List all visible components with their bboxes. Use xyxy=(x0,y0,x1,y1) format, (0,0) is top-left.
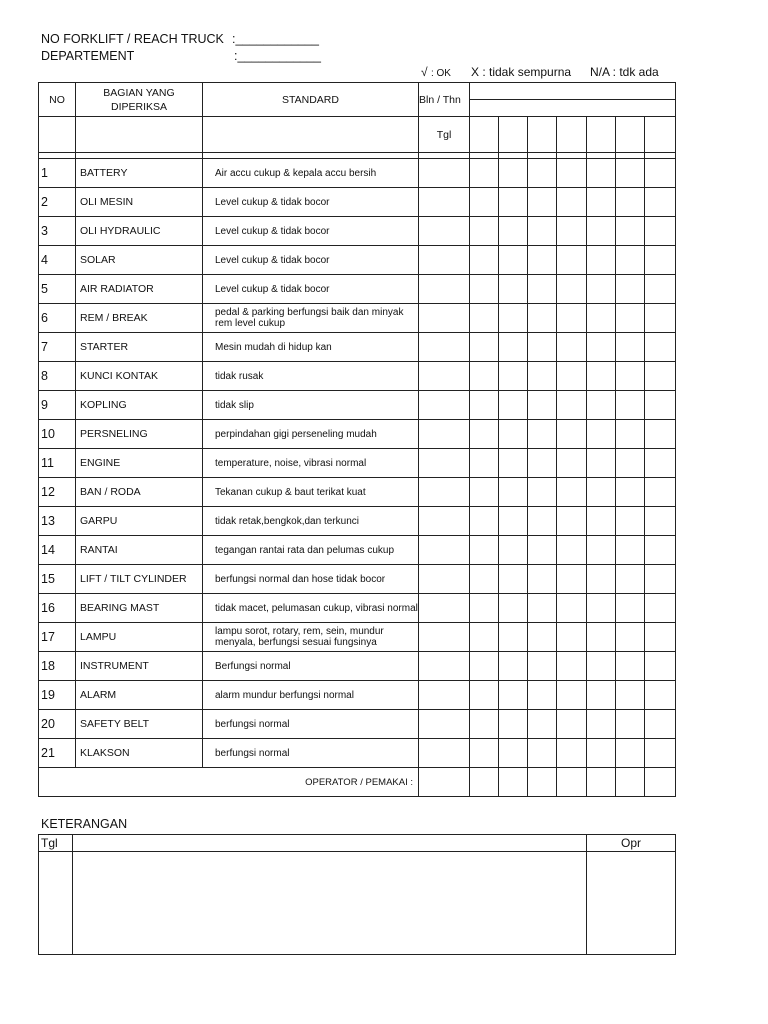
header-part xyxy=(76,83,203,117)
check-cell[interactable] xyxy=(470,681,499,710)
date-cell[interactable] xyxy=(499,117,528,153)
check-cell[interactable] xyxy=(419,652,470,681)
check-cell[interactable] xyxy=(419,333,470,362)
row-part: RANTAI xyxy=(76,536,203,565)
check-cell[interactable] xyxy=(557,681,587,710)
row-number: 18 xyxy=(39,652,76,681)
check-cell[interactable] xyxy=(645,188,676,217)
checklist-row xyxy=(39,536,676,565)
check-cell[interactable] xyxy=(557,159,587,188)
check-cell[interactable] xyxy=(557,420,587,449)
row-number: 1 xyxy=(39,159,76,188)
check-cell[interactable] xyxy=(499,449,528,478)
operator-signature-cell[interactable] xyxy=(499,768,528,797)
check-cell[interactable] xyxy=(499,159,528,188)
check-cell[interactable] xyxy=(587,478,616,507)
row-standard: alarm mundur berfungsi normal xyxy=(203,681,419,710)
check-cell[interactable] xyxy=(528,275,557,304)
check-cell[interactable] xyxy=(419,623,470,652)
row-number: 10 xyxy=(39,420,76,449)
check-cell[interactable] xyxy=(528,362,557,391)
check-cell[interactable] xyxy=(616,681,645,710)
check-cell[interactable] xyxy=(557,217,587,246)
header-part-cont xyxy=(76,117,203,153)
check-cell[interactable] xyxy=(557,188,587,217)
check-cell[interactable] xyxy=(470,246,499,275)
check-cell[interactable] xyxy=(419,449,470,478)
operator-signature-cell[interactable] xyxy=(557,768,587,797)
checklist-row xyxy=(39,710,676,739)
row-number: 13 xyxy=(39,507,76,536)
check-cell[interactable] xyxy=(557,623,587,652)
check-cell[interactable] xyxy=(419,739,470,768)
row-part: BATTERY xyxy=(76,159,203,188)
check-cell[interactable] xyxy=(528,710,557,739)
check-cell[interactable] xyxy=(645,594,676,623)
checklist-row xyxy=(39,217,676,246)
operator-signature-cell[interactable] xyxy=(419,768,470,797)
row-part: BEARING MAST xyxy=(76,594,203,623)
notes-header-operator: Opr xyxy=(587,835,676,852)
date-cell[interactable] xyxy=(557,117,587,153)
check-cell[interactable] xyxy=(616,362,645,391)
check-cell[interactable] xyxy=(470,449,499,478)
check-cell[interactable] xyxy=(528,449,557,478)
row-number: 8 xyxy=(39,362,76,391)
header-no: NO xyxy=(39,83,76,117)
check-cell[interactable] xyxy=(470,739,499,768)
checklist-row xyxy=(39,594,676,623)
operator-label: OPERATOR / PEMAKAI : xyxy=(39,768,419,797)
check-cell[interactable] xyxy=(470,594,499,623)
check-cell[interactable] xyxy=(470,391,499,420)
row-part: ENGINE xyxy=(76,449,203,478)
check-cell[interactable] xyxy=(528,536,557,565)
row-part: SOLAR xyxy=(76,246,203,275)
check-cell[interactable] xyxy=(470,159,499,188)
check-cell[interactable] xyxy=(645,391,676,420)
row-part: LAMPU xyxy=(76,623,203,652)
check-cell[interactable] xyxy=(499,304,528,333)
row-number: 21 xyxy=(39,739,76,768)
checklist-row xyxy=(39,449,676,478)
check-cell[interactable] xyxy=(587,391,616,420)
check-cell[interactable] xyxy=(616,652,645,681)
row-part: STARTER xyxy=(76,333,203,362)
check-cell[interactable] xyxy=(419,507,470,536)
checklist-row xyxy=(39,275,676,304)
row-standard: perpindahan gigi perseneling mudah xyxy=(203,420,419,449)
row-standard: tidak slip xyxy=(203,391,419,420)
check-cell[interactable] xyxy=(645,710,676,739)
checklist-row xyxy=(39,681,676,710)
check-cell[interactable] xyxy=(528,623,557,652)
check-cell[interactable] xyxy=(557,739,587,768)
row-number: 12 xyxy=(39,478,76,507)
check-cell[interactable] xyxy=(499,478,528,507)
check-cell[interactable] xyxy=(557,710,587,739)
row-standard: Air accu cukup & kepala accu bersih xyxy=(203,159,419,188)
legend-x: X : tidak sempurna xyxy=(471,65,572,79)
check-cell[interactable] xyxy=(499,246,528,275)
check-cell[interactable] xyxy=(616,333,645,362)
check-cell[interactable] xyxy=(528,652,557,681)
notes-operator-field[interactable] xyxy=(587,852,676,955)
date-cell[interactable] xyxy=(470,117,499,153)
checklist-row xyxy=(39,391,676,420)
check-cell[interactable] xyxy=(470,507,499,536)
checklist-row xyxy=(39,420,676,449)
check-cell[interactable] xyxy=(528,507,557,536)
check-cell[interactable] xyxy=(616,420,645,449)
checklist-table xyxy=(38,82,676,797)
row-part: OLI HYDRAULIC xyxy=(76,217,203,246)
checklist-row xyxy=(39,623,676,652)
header-month-year: Bln / Thn xyxy=(419,83,470,117)
check-cell[interactable] xyxy=(499,623,528,652)
notes-title: KETERANGAN xyxy=(41,817,128,831)
check-cell[interactable] xyxy=(616,565,645,594)
row-standard: Level cukup & tidak bocor xyxy=(203,246,419,275)
row-number: 17 xyxy=(39,623,76,652)
check-cell[interactable] xyxy=(587,362,616,391)
check-cell[interactable] xyxy=(645,478,676,507)
date-cell[interactable] xyxy=(587,117,616,153)
row-standard: berfungsi normal dan hose tidak bocor xyxy=(203,565,419,594)
row-part: KUNCI KONTAK xyxy=(76,362,203,391)
row-standard: temperature, noise, vibrasi normal xyxy=(203,449,419,478)
row-number: 16 xyxy=(39,594,76,623)
check-cell[interactable] xyxy=(645,536,676,565)
check-cell[interactable] xyxy=(499,391,528,420)
row-standard: berfungsi normal xyxy=(203,710,419,739)
check-cell[interactable] xyxy=(499,333,528,362)
row-part: LIFT / TILT CYLINDER xyxy=(76,565,203,594)
check-cell[interactable] xyxy=(645,449,676,478)
check-cell[interactable] xyxy=(587,681,616,710)
check-cell[interactable] xyxy=(499,507,528,536)
check-cell[interactable] xyxy=(557,536,587,565)
row-part: PERSNELING xyxy=(76,420,203,449)
check-cell[interactable] xyxy=(528,739,557,768)
legend-ok-text: : OK xyxy=(430,68,451,79)
checklist-row xyxy=(39,652,676,681)
check-cell[interactable] xyxy=(419,710,470,739)
row-part: ALARM xyxy=(76,681,203,710)
row-number: 9 xyxy=(39,391,76,420)
row-standard: berfungsi normal xyxy=(203,739,419,768)
check-cell[interactable] xyxy=(499,565,528,594)
check-cell[interactable] xyxy=(499,710,528,739)
check-cell[interactable] xyxy=(499,536,528,565)
check-cell[interactable] xyxy=(616,275,645,304)
row-number: 15 xyxy=(39,565,76,594)
row-standard: Level cukup & tidak bocor xyxy=(203,217,419,246)
check-cell[interactable] xyxy=(499,362,528,391)
check-cell[interactable] xyxy=(557,478,587,507)
check-cell[interactable] xyxy=(587,623,616,652)
check-cell[interactable] xyxy=(470,275,499,304)
check-cell[interactable] xyxy=(499,652,528,681)
check-cell[interactable] xyxy=(616,188,645,217)
operator-signature-cell[interactable] xyxy=(645,768,676,797)
row-number: 7 xyxy=(39,333,76,362)
check-cell[interactable] xyxy=(587,565,616,594)
check-cell[interactable] xyxy=(616,594,645,623)
check-cell[interactable] xyxy=(419,594,470,623)
check-cell[interactable] xyxy=(470,362,499,391)
check-cell[interactable] xyxy=(645,420,676,449)
checklist-row xyxy=(39,739,676,768)
check-cell[interactable] xyxy=(587,594,616,623)
checklist-row xyxy=(39,188,676,217)
check-cell[interactable] xyxy=(587,507,616,536)
row-standard: tidak retak,bengkok,dan terkunci xyxy=(203,507,419,536)
check-cell[interactable] xyxy=(645,681,676,710)
check-cell[interactable] xyxy=(616,159,645,188)
row-part: GARPU xyxy=(76,507,203,536)
check-cell[interactable] xyxy=(528,304,557,333)
check-icon: √ xyxy=(421,65,428,79)
row-part: OLI MESIN xyxy=(76,188,203,217)
row-standard: tegangan rantai rata dan pelumas cukup xyxy=(203,536,419,565)
check-cell[interactable] xyxy=(557,246,587,275)
check-cell[interactable] xyxy=(528,391,557,420)
notes-date-field[interactable] xyxy=(39,852,73,955)
header-date: Tgl xyxy=(419,117,470,153)
check-cell[interactable] xyxy=(587,739,616,768)
check-cell[interactable] xyxy=(587,188,616,217)
row-number: 6 xyxy=(39,304,76,333)
check-cell[interactable] xyxy=(645,565,676,594)
check-cell[interactable] xyxy=(587,449,616,478)
check-cell[interactable] xyxy=(645,246,676,275)
check-cell[interactable] xyxy=(419,362,470,391)
check-cell[interactable] xyxy=(419,478,470,507)
check-cell[interactable] xyxy=(419,246,470,275)
row-standard: tidak macet, pelumasan cukup, vibrasi normal xyxy=(203,594,419,623)
legend-na: N/A : tdk ada xyxy=(590,65,659,79)
row-standard: Level cukup & tidak bocor xyxy=(203,275,419,304)
check-cell[interactable] xyxy=(616,507,645,536)
check-cell[interactable] xyxy=(499,739,528,768)
check-cell[interactable] xyxy=(616,623,645,652)
check-cell[interactable] xyxy=(587,333,616,362)
row-number: 5 xyxy=(39,275,76,304)
check-cell[interactable] xyxy=(645,623,676,652)
department-label: DEPARTEMENT xyxy=(41,49,135,63)
check-cell[interactable] xyxy=(499,217,528,246)
check-cell[interactable] xyxy=(587,217,616,246)
check-cell[interactable] xyxy=(470,652,499,681)
check-cell[interactable] xyxy=(557,333,587,362)
check-cell[interactable] xyxy=(419,188,470,217)
check-cell[interactable] xyxy=(645,652,676,681)
legend-ok xyxy=(421,65,451,79)
check-cell[interactable] xyxy=(645,159,676,188)
row-standard: Level cukup & tidak bocor xyxy=(203,188,419,217)
checklist-row xyxy=(39,507,676,536)
check-cell[interactable] xyxy=(557,362,587,391)
month-year-input-2[interactable] xyxy=(470,100,676,117)
row-number: 19 xyxy=(39,681,76,710)
check-cell[interactable] xyxy=(587,159,616,188)
checklist-row xyxy=(39,478,676,507)
row-number: 4 xyxy=(39,246,76,275)
check-cell[interactable] xyxy=(645,304,676,333)
checklist-row xyxy=(39,159,676,188)
check-cell[interactable] xyxy=(419,681,470,710)
row-part: KOPLING xyxy=(76,391,203,420)
row-part: INSTRUMENT xyxy=(76,652,203,681)
operator-signature-cell[interactable] xyxy=(470,768,499,797)
row-number: 20 xyxy=(39,710,76,739)
check-cell[interactable] xyxy=(528,159,557,188)
check-cell[interactable] xyxy=(528,594,557,623)
checklist-row xyxy=(39,565,676,594)
department-value[interactable]: :____________ xyxy=(234,49,321,63)
check-cell[interactable] xyxy=(557,304,587,333)
check-cell[interactable] xyxy=(470,710,499,739)
notes-header-date: Tgl xyxy=(39,835,73,852)
check-cell[interactable] xyxy=(470,478,499,507)
check-cell[interactable] xyxy=(419,420,470,449)
check-cell[interactable] xyxy=(645,217,676,246)
row-part: AIR RADIATOR xyxy=(76,275,203,304)
check-cell[interactable] xyxy=(470,623,499,652)
header-standard-cont xyxy=(203,117,419,153)
row-number: 2 xyxy=(39,188,76,217)
check-cell[interactable] xyxy=(557,565,587,594)
check-cell[interactable] xyxy=(470,217,499,246)
check-cell[interactable] xyxy=(616,246,645,275)
check-cell[interactable] xyxy=(616,739,645,768)
forklift-value[interactable]: :____________ xyxy=(232,32,319,46)
check-cell[interactable] xyxy=(587,275,616,304)
check-cell[interactable] xyxy=(616,536,645,565)
notes-table xyxy=(38,834,676,955)
check-cell[interactable] xyxy=(645,507,676,536)
check-cell[interactable] xyxy=(419,275,470,304)
check-cell[interactable] xyxy=(557,652,587,681)
check-cell[interactable] xyxy=(557,391,587,420)
check-cell[interactable] xyxy=(587,536,616,565)
check-cell[interactable] xyxy=(587,246,616,275)
check-cell[interactable] xyxy=(616,449,645,478)
check-cell[interactable] xyxy=(470,536,499,565)
row-number: 3 xyxy=(39,217,76,246)
check-cell[interactable] xyxy=(499,188,528,217)
check-cell[interactable] xyxy=(528,478,557,507)
check-cell[interactable] xyxy=(499,420,528,449)
check-cell[interactable] xyxy=(470,304,499,333)
operator-signature-cell[interactable] xyxy=(616,768,645,797)
checklist-row xyxy=(39,362,676,391)
check-cell[interactable] xyxy=(587,652,616,681)
row-part: REM / BREAK xyxy=(76,304,203,333)
checklist-row xyxy=(39,246,676,275)
row-part: SAFETY BELT xyxy=(76,710,203,739)
check-cell[interactable] xyxy=(587,420,616,449)
row-standard: Mesin mudah di hidup kan xyxy=(203,333,419,362)
check-cell[interactable] xyxy=(499,594,528,623)
check-cell[interactable] xyxy=(419,217,470,246)
operator-signature-cell[interactable] xyxy=(587,768,616,797)
check-cell[interactable] xyxy=(470,188,499,217)
check-cell[interactable] xyxy=(419,536,470,565)
check-cell[interactable] xyxy=(419,391,470,420)
check-cell[interactable] xyxy=(528,420,557,449)
check-cell[interactable] xyxy=(557,507,587,536)
check-cell[interactable] xyxy=(616,217,645,246)
check-cell[interactable] xyxy=(419,565,470,594)
check-cell[interactable] xyxy=(528,246,557,275)
notes-header-blank xyxy=(73,835,587,852)
header-part-text: BAGIAN YANG DIPERIKSA xyxy=(103,86,175,113)
date-cell[interactable] xyxy=(645,117,676,153)
row-number: 11 xyxy=(39,449,76,478)
row-part: BAN / RODA xyxy=(76,478,203,507)
check-cell[interactable] xyxy=(645,739,676,768)
checklist-row xyxy=(39,333,676,362)
check-cell[interactable] xyxy=(645,275,676,304)
check-cell[interactable] xyxy=(528,333,557,362)
row-number: 14 xyxy=(39,536,76,565)
row-standard: Tekanan cukup & baut terikat kuat xyxy=(203,478,419,507)
check-cell[interactable] xyxy=(587,304,616,333)
check-cell[interactable] xyxy=(528,681,557,710)
operator-signature-cell[interactable] xyxy=(528,768,557,797)
row-standard: pedal & parking berfungsi baik dan minyak rem level cukup xyxy=(203,304,419,333)
check-cell[interactable] xyxy=(419,159,470,188)
check-cell[interactable] xyxy=(616,304,645,333)
check-cell[interactable] xyxy=(470,420,499,449)
check-cell[interactable] xyxy=(499,681,528,710)
check-cell[interactable] xyxy=(587,710,616,739)
month-year-input[interactable] xyxy=(470,83,676,100)
check-cell[interactable] xyxy=(470,333,499,362)
row-standard: lampu sorot, rotary, rem, sein, mundur menyala, berfungsi sesuai fungsinya xyxy=(203,623,419,652)
header-no-cont xyxy=(39,117,76,153)
check-cell[interactable] xyxy=(557,275,587,304)
notes-text-field[interactable] xyxy=(73,852,587,955)
check-cell[interactable] xyxy=(528,217,557,246)
date-cell[interactable] xyxy=(616,117,645,153)
header-standard: STANDARD xyxy=(203,83,419,117)
row-standard: tidak rusak xyxy=(203,362,419,391)
check-cell[interactable] xyxy=(557,449,587,478)
check-cell[interactable] xyxy=(528,565,557,594)
row-part: KLAKSON xyxy=(76,739,203,768)
date-cell[interactable] xyxy=(528,117,557,153)
operator-row xyxy=(39,768,676,797)
check-cell[interactable] xyxy=(557,594,587,623)
check-cell[interactable] xyxy=(616,478,645,507)
check-cell[interactable] xyxy=(645,333,676,362)
check-cell[interactable] xyxy=(645,362,676,391)
check-cell[interactable] xyxy=(499,275,528,304)
check-cell[interactable] xyxy=(419,304,470,333)
row-standard: Berfungsi normal xyxy=(203,652,419,681)
check-cell[interactable] xyxy=(616,710,645,739)
checklist-row xyxy=(39,304,676,333)
check-cell[interactable] xyxy=(616,391,645,420)
check-cell[interactable] xyxy=(528,188,557,217)
check-cell[interactable] xyxy=(470,565,499,594)
forklift-label: NO FORKLIFT / REACH TRUCK xyxy=(41,32,224,46)
